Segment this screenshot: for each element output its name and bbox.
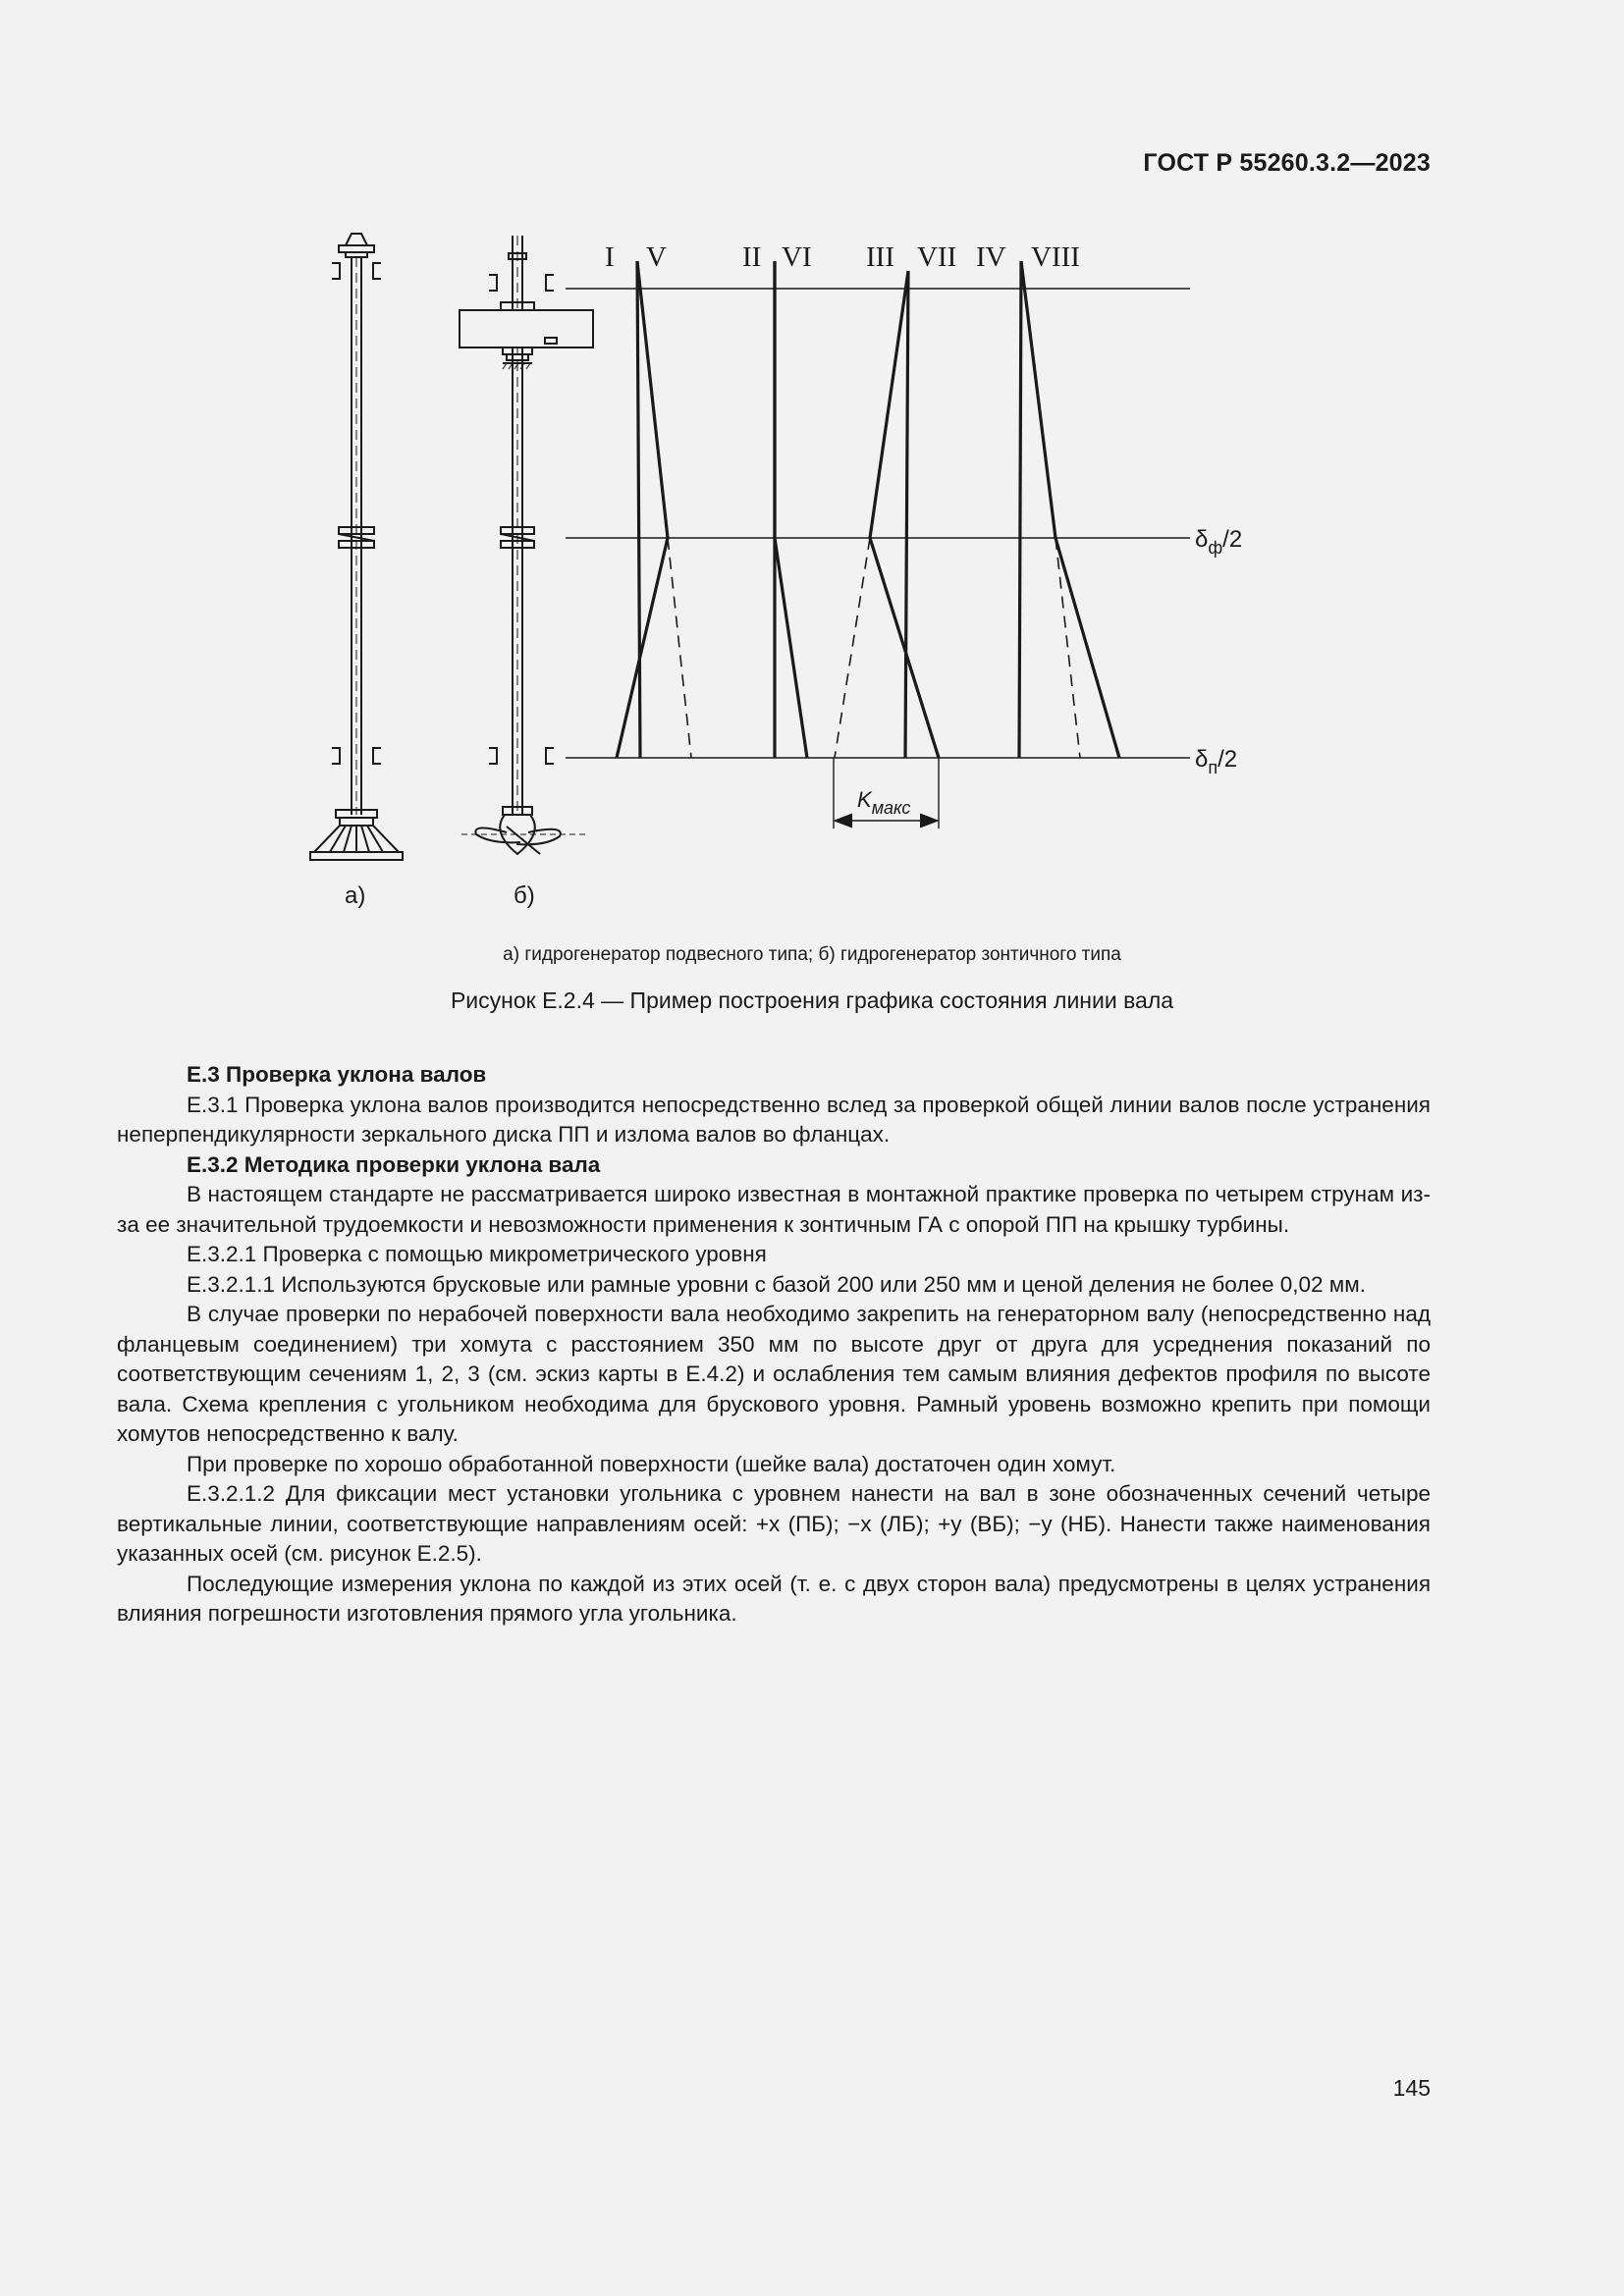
label-roman-4: IV — [976, 241, 1006, 273]
subfigure-b-label: б) — [514, 882, 535, 909]
label-roman-3: III — [866, 241, 894, 273]
page-number: 145 — [1392, 2075, 1431, 2101]
figure-drawing — [295, 216, 1257, 923]
label-k-max: $K_{макс}$ — [857, 787, 911, 818]
heading-e32: Е.3.2 Методика проверки уклона вала — [187, 1151, 601, 1177]
paragraph-e31: Е.3.1 Проверка уклона валов производится непосредственно вслед за проверкой общей линии валов после устранения неперпендикулярности зеркального диска ПП и излома валов во фланцах. — [117, 1092, 1431, 1147]
label-roman-5: V — [646, 241, 667, 273]
heading-e3: Е.3 Проверка уклона валов — [187, 1062, 487, 1087]
figure-note: а) гидрогенератор подвесного типа; б) гидрогенератор зонтичного типа — [503, 944, 1121, 965]
paragraph-e32: В настоящем стандарте не рассматривается широко известная в монтажной практике проверка по четырем струнам из-за ее значительной трудоемкости и невозможности применения к зонтичным ГА с опорой ПП на крышку турбины. — [117, 1182, 1431, 1237]
shaft-drawing-a — [310, 234, 403, 860]
paragraph-e3211: Е.3.2.1.1 Используются брусковые или рамные уровни с базой 200 или 250 мм и ценой деления не более 0,02 мм. — [187, 1271, 1366, 1297]
paragraph-e3212: Е.3.2.1.2 Для фиксации мест установки угольника с уровнем нанести на вал в зоне обозначенных сечений четыре вертикальные линии, соответствующие направлениям осей: +x (ПБ); −x (ЛБ); +y (ВБ); −y (НБ). Нанести также наименования указанных осей (см. рисунок Е.2.5). — [117, 1481, 1431, 1566]
label-roman-7: VII — [917, 241, 957, 273]
label-roman-1: I — [605, 241, 615, 273]
paragraph-e321: Е.3.2.1 Проверка с помощью микрометрического уровня — [187, 1242, 767, 1266]
label-delta-p: $\delta_п/2$ — [1195, 746, 1238, 777]
figure-shaft-line-chart — [295, 216, 1257, 923]
paragraph-subsequent: Последующие измерения уклона по каждой из этих осей (т. е. с двух сторон вала) предусмотрены в целях устранения влияния погрешности изготовления прямого угла угольника. — [117, 1571, 1431, 1626]
body-text — [117, 1060, 1431, 1629]
document-header: ГОСТ Р 55260.3.2—2023 — [1143, 149, 1431, 177]
label-delta-phi: $\delta_ф/2$ — [1195, 526, 1243, 558]
figure-caption: Рисунок Е.2.4 — Пример построения графика состояния линии вала — [450, 988, 1174, 1013]
label-roman-2: II — [742, 241, 762, 273]
paragraph-nonworking-surface: В случае проверки по нерабочей поверхности вала необходимо закрепить на генераторном валу (непосредственно над фланцевым соединением) три хомута с расстоянием 350 мм по высоте друг от друга для усреднения показаний по соответствующим сечениям 1, 2, 3 (см. эскиз карты в Е.4.2) и ослабления тем самым влияния дефектов профиля по высоте вала. Схема крепления с угольником необходима для брускового уровня. Рамный уровень возможно крепить при помощи хомутов непосредственно к валу. — [117, 1302, 1431, 1446]
shaft-state-graph — [566, 261, 1190, 828]
shaft-drawing-b — [460, 236, 593, 854]
label-roman-8: VIII — [1031, 241, 1080, 273]
paragraph-good-surface: При проверке по хорошо обработанной поверхности (шейке вала) достаточен один хомут. — [187, 1451, 1116, 1476]
subfigure-a-label: а) — [345, 882, 366, 909]
label-roman-6: VI — [782, 241, 812, 273]
